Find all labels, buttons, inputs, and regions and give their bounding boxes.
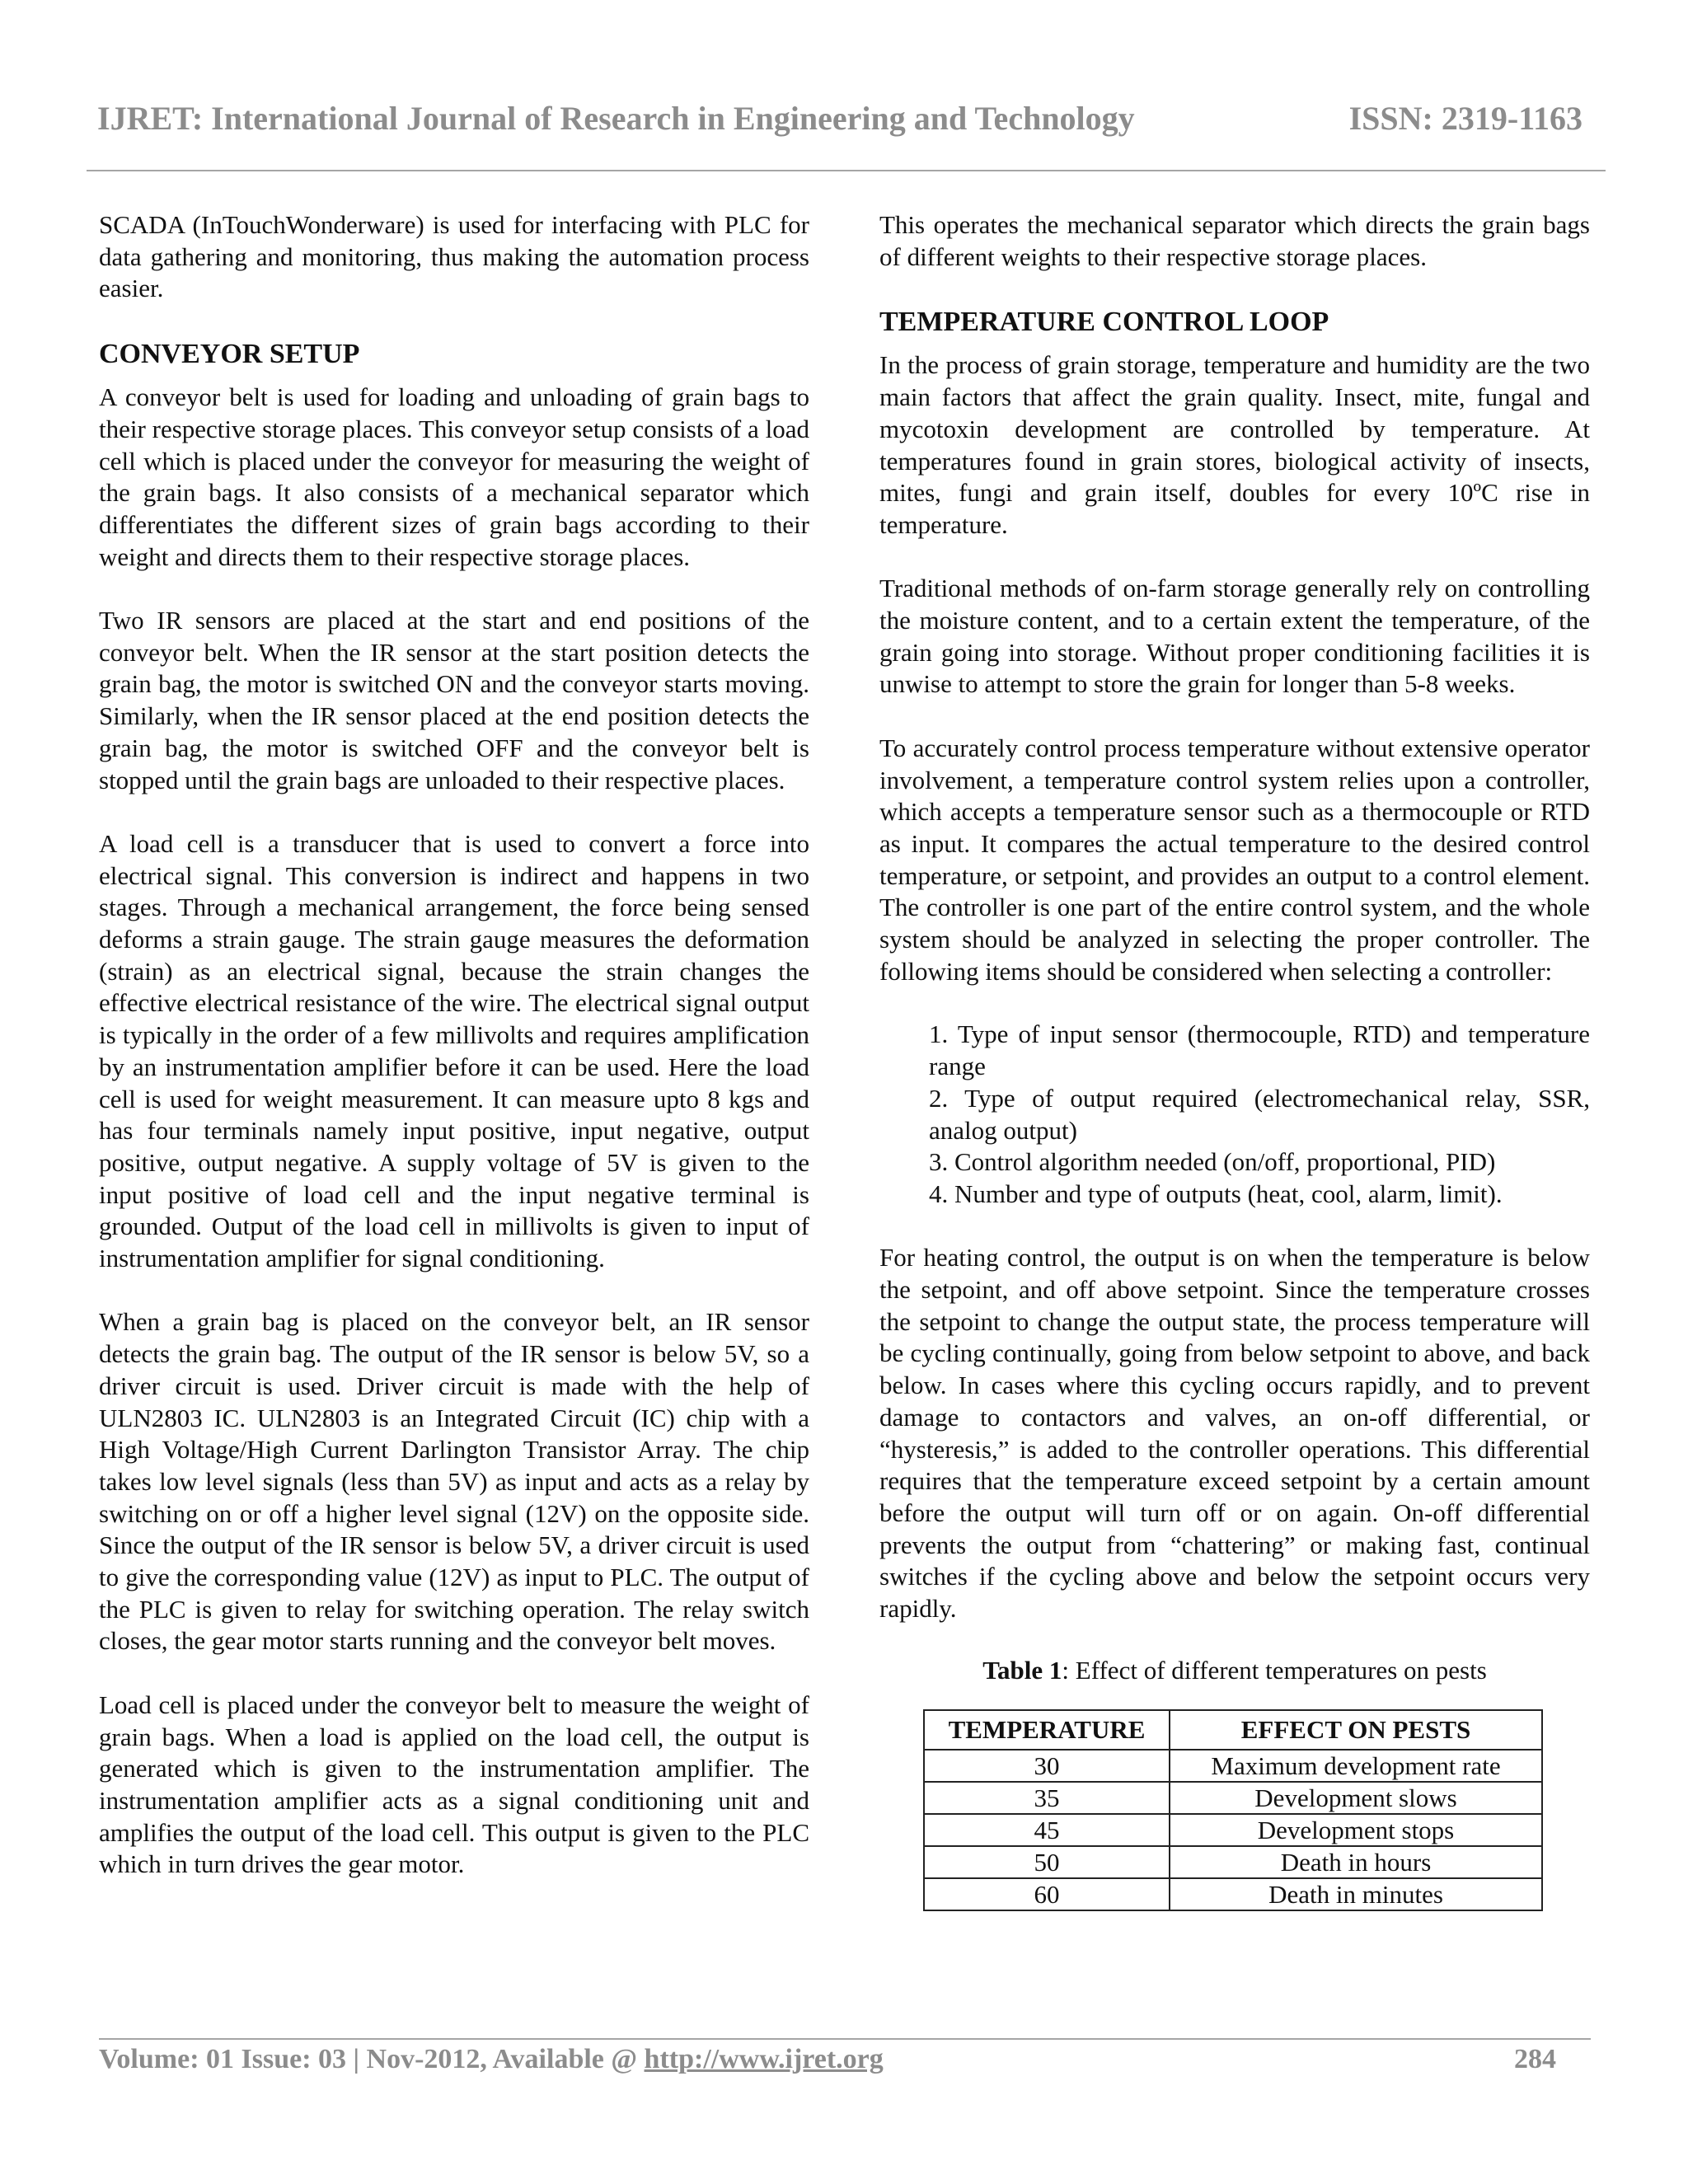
issn: ISSN: 2319-1163 <box>1348 100 1582 137</box>
paragraph: This operates the mechanical separator which directs the grain bags of different weights to their respective storage places. <box>879 210 1590 271</box>
section-heading-conveyor: CONVEYOR SETUP <box>99 339 360 370</box>
footer-prefix: Volume: 01 Issue: 03 | Nov-2012, Available @ <box>99 2044 645 2074</box>
list-item: 1. Type of input sensor (thermocouple, RTD) and temperature range <box>929 1019 1590 1081</box>
table-header: TEMPERATURE <box>924 1710 1170 1750</box>
table-caption <box>879 1655 1590 1686</box>
paragraph: Two IR sensors are placed at the start and end positions of the conveyor belt. When the IR sensor at the start position detects the grain bag, the motor is switched ON and the conveyor starts moving. Similarly, when the IR sensor placed at the end position detects the grain bag, the motor is switched OFF and the conveyor belt is stopped until the grain bags are unloaded to their respective places. <box>99 606 809 794</box>
table-row <box>924 1782 1542 1814</box>
paragraph: A conveyor belt is used for loading and unloading of grain bags to their respective storage places. This conveyor setup consists of a load cell which is placed under the conveyor for measuring the weight of the grain bags. It also consists of a mechanical separator which differentiates the different sizes of grain bags according to their weight and directs them to their respective storage places. <box>99 382 809 571</box>
section-heading-temperature: TEMPERATURE CONTROL LOOP <box>879 307 1329 338</box>
paragraph: In the process of grain storage, temperature and humidity are the two main factors that affect the grain quality. Insect, mite, fungal and mycotoxin development are controlled by temperature. At temperatures found in grain stores, biological activity of insects, mites, fungi and grain itself, doubles for every 10ºC rise in temperature. <box>879 350 1590 539</box>
page-number: 284 <box>1514 2044 1556 2074</box>
table-cell: Death in minutes <box>1170 1878 1542 1910</box>
controller-criteria-list <box>879 1019 1590 1210</box>
journal-title: IJRET: International Journal of Research in Engineering and Technology <box>97 100 1135 137</box>
list-item: 2. Type of output required (electromechanical relay, SSR, analog output) <box>929 1083 1590 1145</box>
header-rule <box>87 170 1606 171</box>
table-cell: 60 <box>924 1878 1170 1910</box>
paragraph: A load cell is a transducer that is used to convert a force into electrical signal. This conversion is indirect and happens in two stages. Through a mechanical arrangement, the force being sensed deforms a strain gauge. The strain gauge measures the deformation (strain) as an electrical signal, because the strain changes the effective electrical resistance of the wire. The electrical signal output is typically in the order of a few millivolts and requires amplification by an instrumentation amplifier before it can be used. Here the load cell is used for weight measurement. It can measure upto 8 kgs and has four terminals namely input positive, input negative, output positive, output negative. A supply voltage of 5V is given to the input positive of load cell and the input negative terminal is grounded. Output of the load cell in millivolts is given to input of instrumentation amplifier for signal conditioning. <box>99 828 809 1273</box>
paragraph: To accurately control process temperature without extensive operator involvement, a temperature control system relies upon a controller, which accepts a temperature sensor such as a thermocouple or RTD as input. It compares the actual temperature to the desired control temperature, or setpoint, and provides an output to a control element. The controller is one part of the entire control system, and the whole system should be analyzed in selecting the proper controller. The following items should be considered when selecting a controller: <box>879 733 1590 986</box>
pest-temperature-table <box>923 1709 1543 1911</box>
paragraph: For heating control, the output is on when the temperature is below the setpoint, and off above setpoint. Since the temperature crosses the setpoint to change the output state, the process temperature will be cycling continually, going from below setpoint to above, and back below. In cases where this cycling occurs rapidly, and to prevent damage to contactors and valves, an on-off differential, or “hysteresis,” is added to the controller operations. This differential requires that the temperature exceed setpoint by a certain amount before the output will turn off or on again. On-off differential prevents the output from “chattering” or making fast, continual switches if the cycling above and below the setpoint occurs very rapidly. <box>879 1243 1590 1624</box>
journal-link[interactable]: http://www.ijret.org <box>644 2044 884 2074</box>
list-item: 3. Control algorithm needed (on/off, proportional, PID) <box>929 1147 1496 1177</box>
table-header: EFFECT ON PESTS <box>1170 1710 1542 1750</box>
table-cell: 50 <box>924 1846 1170 1878</box>
paragraph: When a grain bag is placed on the conveyor belt, an IR sensor detects the grain bag. The output of the IR sensor is below 5V, so a driver circuit is used. Driver circuit is made with the help of ULN2803 IC. ULN2803 is an Integrated Circuit (IC) chip with a High Voltage/High Current Darlington Transistor Array. The chip takes low level signals (less than 5V) as input and acts as a relay by switching on or off a higher level signal (12V) on the opposite side. Since the output of the IR sensor is below 5V, a driver circuit is used to give the corresponding value (12V) as input to PLC. The output of the PLC is given to relay for switching operation. The relay switch closes, the gear motor starts running and the conveyor belt moves. <box>99 1307 809 1656</box>
table-cell: 30 <box>924 1750 1170 1782</box>
paragraph: Load cell is placed under the conveyor belt to measure the weight of grain bags. When a load is applied on the load cell, the output is generated which is given to the instrumentation amplifier. The instrumentation amplifier acts as a signal conditioning unit and amplifies the output of the load cell. This output is given to the PLC which in turn drives the gear motor. <box>99 1690 809 1879</box>
table-header-row <box>924 1710 1542 1750</box>
table-row <box>924 1846 1542 1878</box>
table-caption-text: : Effect of different temperatures on pests <box>1062 1655 1487 1685</box>
table-cell: Development stops <box>1170 1814 1542 1846</box>
table-row <box>924 1878 1542 1910</box>
list-item: 4. Number and type of outputs (heat, cool, alarm, limit). <box>929 1179 1503 1208</box>
paragraph: Traditional methods of on-farm storage generally rely on controlling the moisture content, and to a certain extent the temperature, of the grain going into storage. Without proper conditioning facilities it is unwise to attempt to store the grain for longer than 5-8 weeks. <box>879 574 1590 699</box>
table-caption-label: Table 1 <box>982 1655 1062 1685</box>
table-cell: Death in hours <box>1170 1846 1542 1878</box>
table-cell: 35 <box>924 1782 1170 1814</box>
footer-rule <box>99 2038 1591 2040</box>
footer-volume-info <box>99 2044 884 2075</box>
table-row <box>924 1750 1542 1782</box>
table-cell: Development slows <box>1170 1782 1542 1814</box>
paragraph: SCADA (InTouchWonderware) is used for interfacing with PLC for data gathering and monitoring, thus making the automation process easier. <box>99 210 809 303</box>
table-row <box>924 1814 1542 1846</box>
right-column <box>879 209 1590 1911</box>
table-cell: 45 <box>924 1814 1170 1846</box>
left-column <box>99 209 809 1881</box>
table-cell: Maximum development rate <box>1170 1750 1542 1782</box>
